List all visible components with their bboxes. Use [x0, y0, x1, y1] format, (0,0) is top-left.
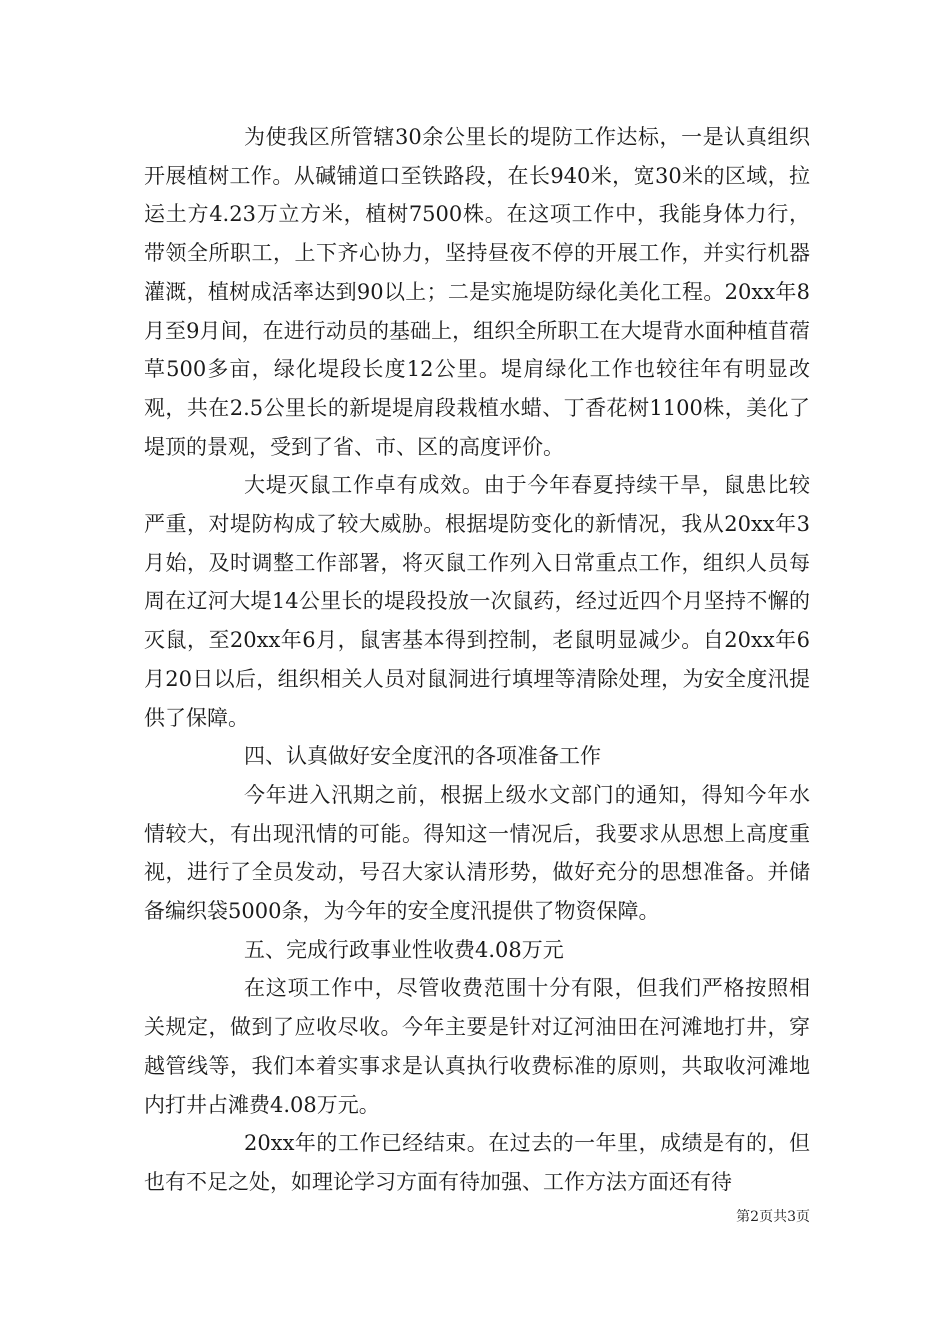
paragraph-tree-planting: 为使我区所管辖30余公里长的堤防工作达标，一是认真组织开展植树工作。从碱铺道口至铁路段，在长940米，宽30米的区域，拉运土方4.23万立方米，植树7500株。在这项工作中，我能身体力行，带领全所职工，上下齐心协力，坚持昼夜不停的开展工作，并实行机器灌溉，植树成活率达到90以上；二是实施堤防绿化美化工程。20xx年8月至9月间，在进行动员的基础上，组织全所职工在大堤背水面种植苜蓿草500多亩，绿化堤段长度12公里。堤肩绿化工作也较往年有明显改观，共在2.5公里长的新堤堤肩段栽植水蜡、丁香花树1100株，美化了堤顶的景观，受到了省、市、区的高度评价。 [144, 125, 810, 459]
page-number-footer: 第2页共3页 [736, 1209, 810, 1225]
document-body [144, 118, 810, 1202]
section-heading-fees: 五、完成行政事业性收费4.08万元 [244, 937, 564, 962]
paragraph-flood-prep: 今年进入汛期之前，根据上级水文部门的通知，得知今年水情较大，有出现汛情的可能。得知这一情况后，我要求从思想上高度重视，进行了全员发动，号召大家认清形势，做好充分的思想准备。并储备编织袋5000条，为今年的安全度汛提供了物资保障。 [144, 782, 810, 924]
section-heading-flood-prep: 四、认真做好安全度汛的各项准备工作 [244, 744, 601, 769]
paragraph-rodent-control: 大堤灭鼠工作卓有成效。由于今年春夏持续干旱，鼠患比较严重，对堤防构成了较大威胁。根据堤防变化的新情况，我从20xx年3月始，及时调整工作部署，将灭鼠工作列入日常重点工作，组织人员每周在辽河大堤14公里长的堤段投放一次鼠药，经过近四个月坚持不懈的灭鼠，至20xx年6月，鼠害基本得到控制，老鼠明显减少。自20xx年6月20日以后，组织相关人员对鼠洞进行填埋等清除处理，为安全度汛提供了保障。 [144, 473, 810, 730]
paragraph-fees: 在这项工作中，尽管收费范围十分有限，但我们严格按照相关规定，做到了应收尽收。今年主要是针对辽河油田在河滩地打井，穿越管线等，我们本着实事求是认真执行收费标准的原则，共取收河滩地内打井占滩费4.08万元。 [144, 976, 810, 1117]
paragraph-summary: 20xx年的工作已经结束。在过去的一年里，成绩是有的，但也有不足之处，如理论学习方面有待加强、工作方法方面还有待 [144, 1131, 810, 1194]
